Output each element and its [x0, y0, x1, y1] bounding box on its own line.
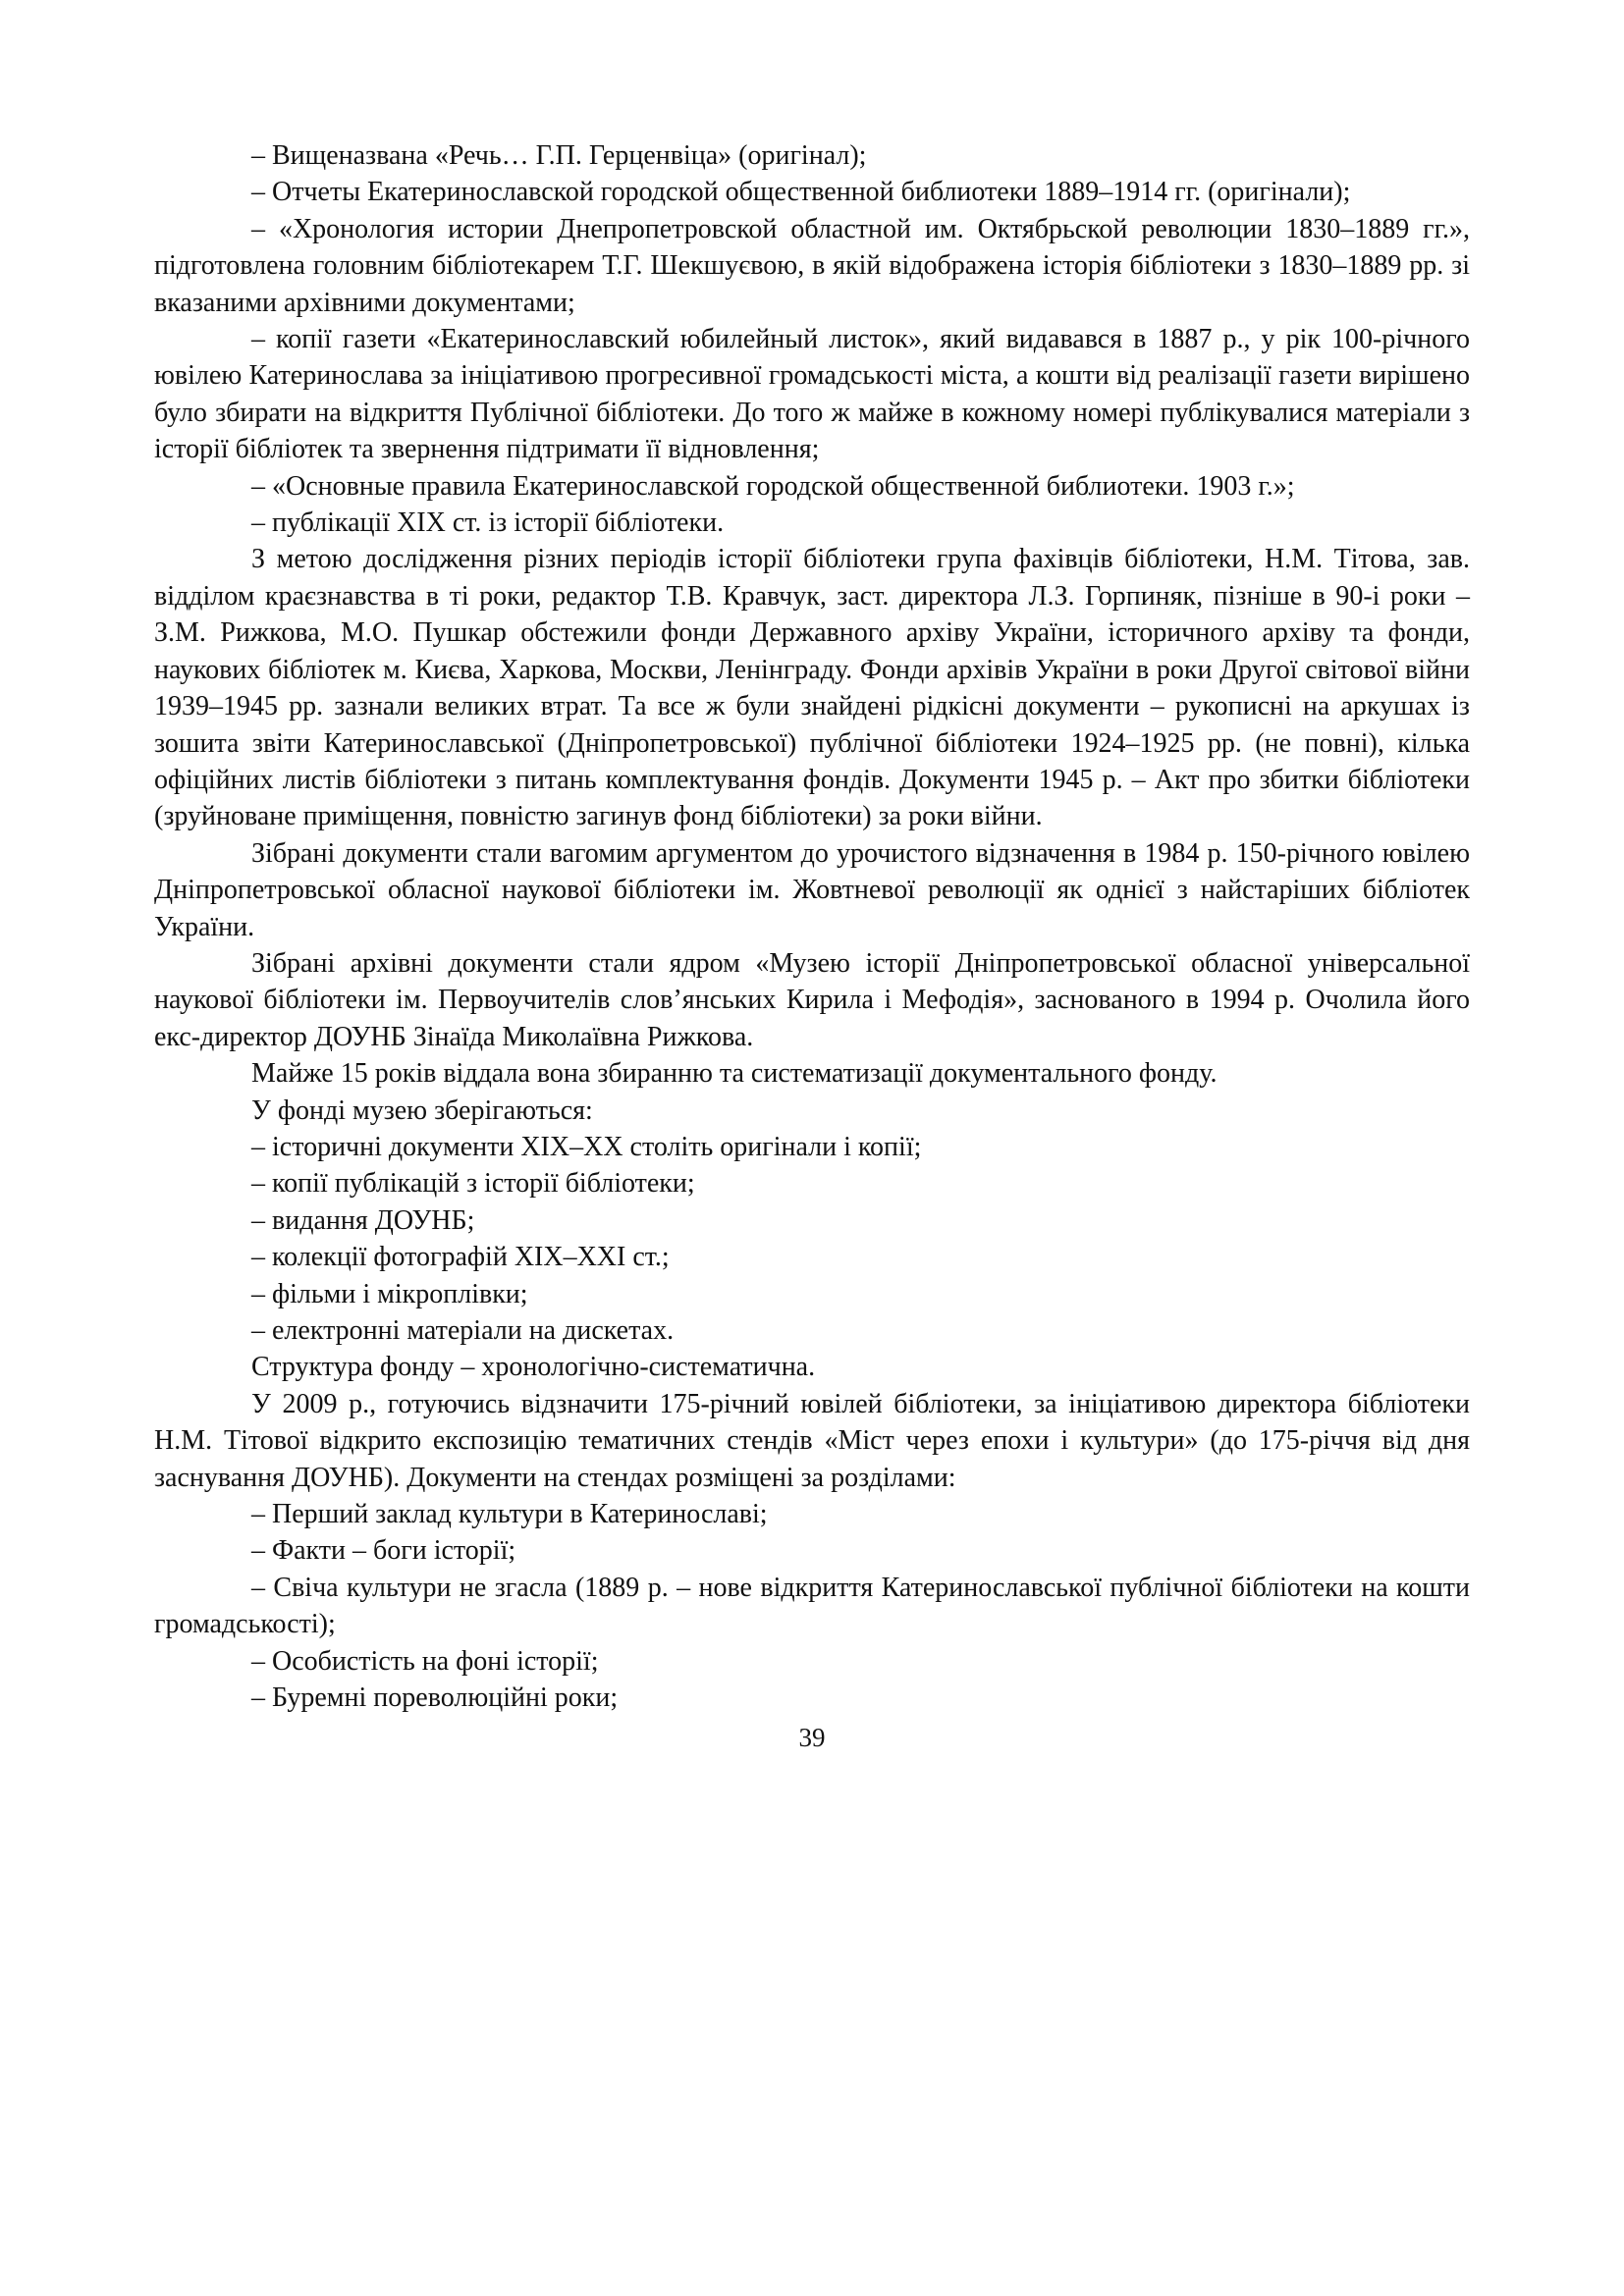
body-text [154, 137, 1470, 1716]
paragraph: У 2009 р., готуючись відзначити 175-річний ювілей бібліотеки, за ініціативою директора бібліотеки Н.М. Тітової відкрито експозицію тематичних стендів «Міст через епохи і культури» (до 175-річчя від дня заснування ДОУНБ). Документи на стендах розміщені за розділами: [154, 1388, 1470, 1493]
list-item: – видання ДОУНБ; [251, 1204, 475, 1236]
list-item: – Свіча культури не згасла (1889 р. – нове відкриття Катеринославської публічної бібліотеки на кошти громадськості); [154, 1572, 1470, 1640]
paragraph: Зібрані документи стали вагомим аргументом до урочистого відзначення в 1984 р. 150-річного ювілею Дніпропетровської обласної наукової бібліотеки ім. Жовтневої революції як однієї з найстаріших бібліотек України. [154, 837, 1470, 942]
paragraph: – «Основные правила Екатеринославской городской общественной библиотеки. 1903 г.»; [251, 470, 1295, 502]
paragraph: – Вищеназвана «Речь… Г.П. Герценвіца» (оригінал); [251, 140, 867, 171]
list-item: – історичні документи XIX–XX століть оригінали і копії; [251, 1131, 922, 1162]
paragraph: – копії газети «Екатеринославский юбилейный листок», який видавався в 1887 р., у рік 100-річного ювілею Катеринослава за ініціативою прогресивної громадськості міста, а кошти від реалізації газети вирішено було збирати на відкриття Публічної бібліотеки. До того ж майже в кожному номері публікувалися матеріали з історії бібліотек та звернення підтримати її відновлення; [154, 324, 1470, 465]
paragraph: Зібрані архівні документи стали ядром «Музею історії Дніпропетровської обласної універсальної наукової бібліотеки ім. Первоучителів слов’янських Кирила і Мефодія», заснованого в 1994 р. Очолила його екс-директор ДОУНБ Зінаїда Миколаївна Рижкова. [154, 947, 1470, 1052]
paragraph: З метою дослідження різних періодів історії бібліотеки група фахівців бібліотеки, Н.М. Тітова, зав. відділом краєзнавства в ті роки, редактор Т.В. Кравчук, заст. директора Л.З. Горпиняк, пізніше в 90-і роки – З.М. Рижкова, М.О. Пушкар обстежили фонди Державного архіву України, історичного архіву та фонди, наукових бібліотек м. Києва, Харкова, Москви, Ленінграду. Фонди архівів України в роки Другої світової війни 1939–1945 рр. зазнали великих втрат. Та все ж були знайдені рідкісні документи – рукописні на аркушах із зошита звіти Катеринославської (Дніпропетровської) публічної бібліотеки 1924–1925 рр. (не повні), кілька офіційних листів бібліотеки з питань комплектування фондів. Документи 1945 р. – Акт про збитки бібліотеки (зруйноване приміщення, повністю загинув фонд бібліотеки) за роки війни. [154, 544, 1470, 832]
page-number: 39 [798, 1723, 826, 1752]
list-item: – колекції фотографій XIX–XXI ст.; [251, 1242, 670, 1273]
list-item: – копії публікацій з історії бібліотеки; [251, 1168, 695, 1200]
list-item: – Факти – боги історії; [251, 1535, 516, 1567]
list-item: – Буремні пореволюційні роки; [251, 1682, 619, 1714]
list-item: – фільми і мікроплівки; [251, 1278, 528, 1309]
paragraph: Структура фонду – хронологічно-систематична. [251, 1352, 816, 1383]
paragraph: – «Хронология истории Днепропетровской областной им. Октябрьской революции 1830–1889 гг.», підготовлена головним бібліотекарем Т.Г. Шекшуєвою, в якій відображена історія бібліотеки з 1830–1889 рр. зі вказаними архівними документами; [154, 213, 1470, 318]
list-item: – електронні матеріали на дискетах. [251, 1315, 675, 1346]
list-item: – Особистість на фоні історії; [251, 1645, 599, 1677]
paragraph: – публікації XIX ст. із історії бібліотеки. [251, 507, 725, 539]
paragraph: У фонді музею зберігаються: [251, 1095, 593, 1126]
list-item: – Перший заклад культури в Катеринославі; [251, 1499, 768, 1530]
paragraph: – Отчеты Екатеринославской городской общественной библиотеки 1889–1914 гг. (оригінали); [251, 177, 1351, 208]
paragraph: Майже 15 років віддала вона збиранню та систематизації документального фонду. [251, 1058, 1218, 1090]
